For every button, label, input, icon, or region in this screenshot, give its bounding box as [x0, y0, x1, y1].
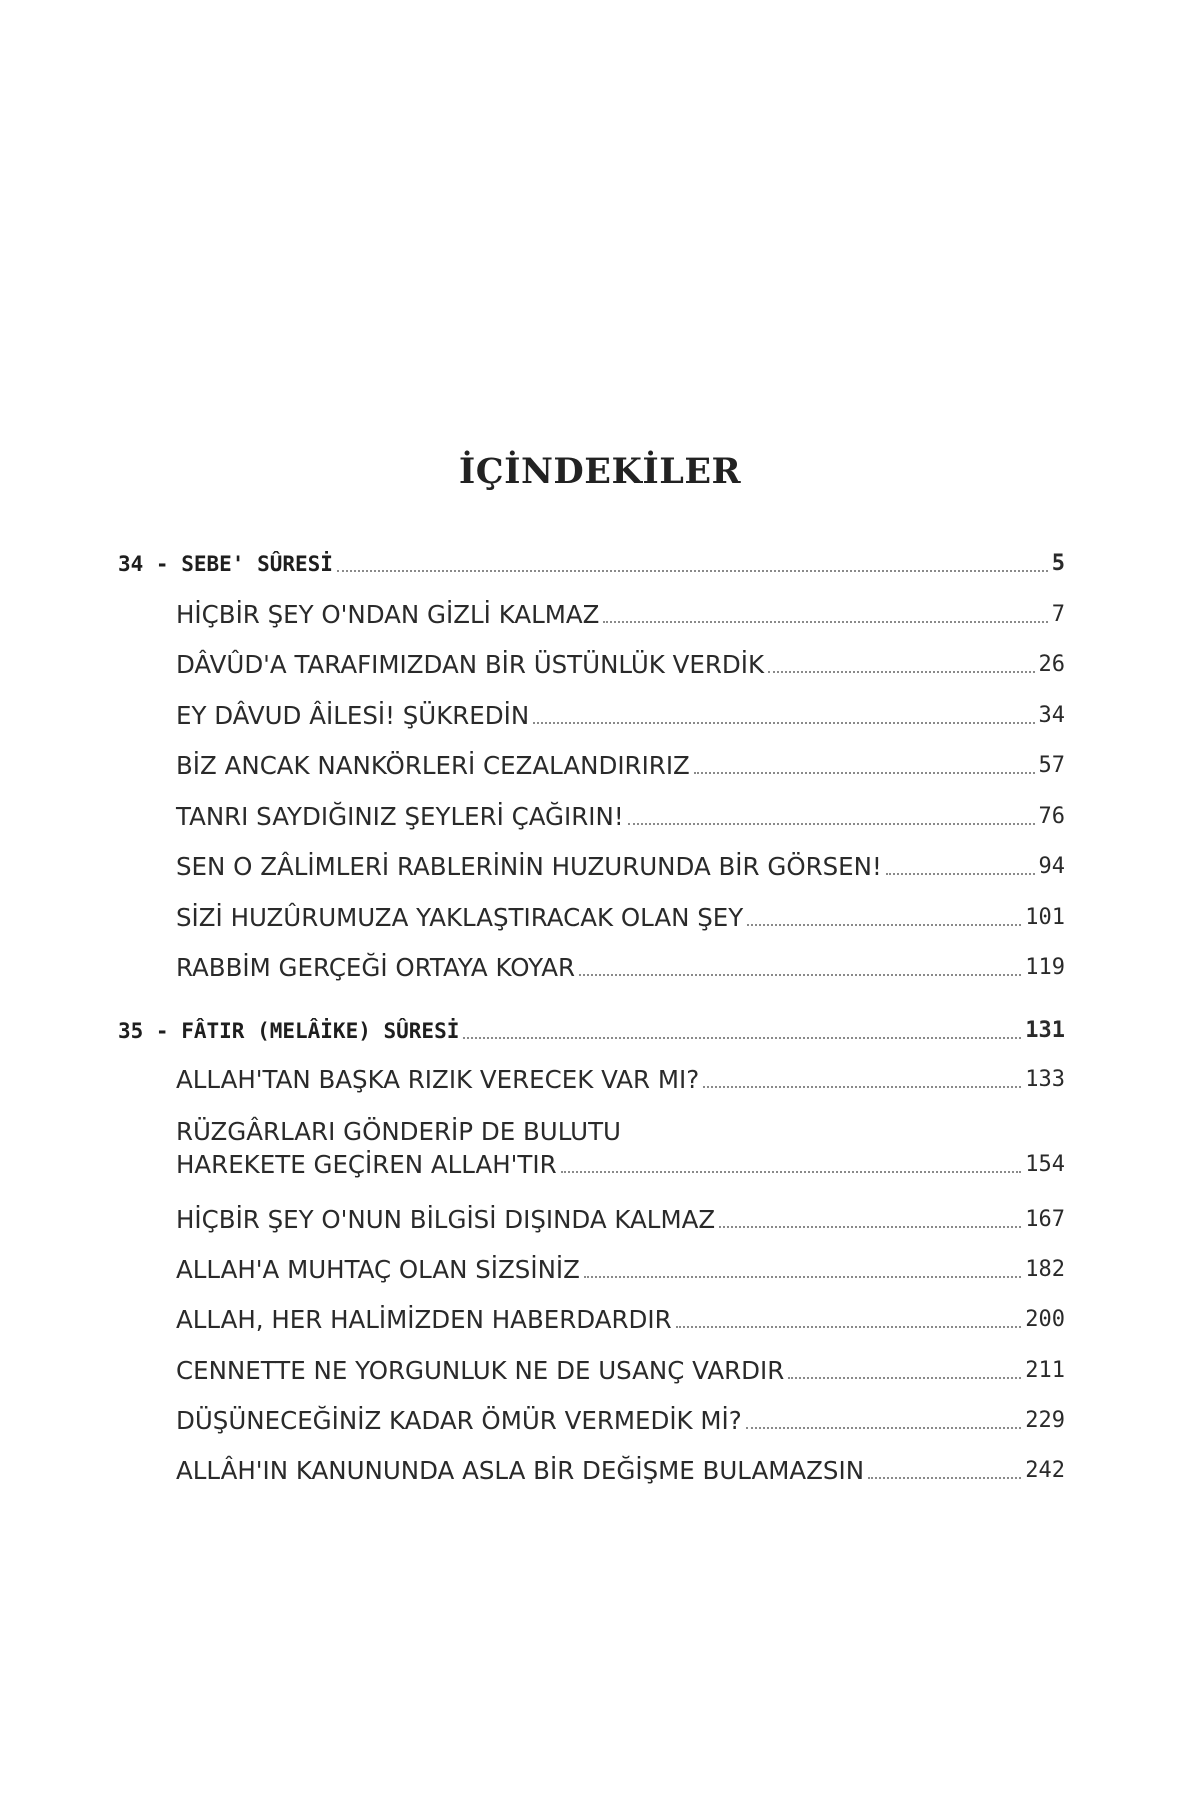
- page-number: 211: [1025, 1358, 1065, 1383]
- page-number: 5: [1051, 551, 1065, 576]
- entry-title: CENNETTE NE YORGUNLUK NE DE USANÇ VARDIR: [176, 1356, 785, 1385]
- entry-title: ALLAH'A MUHTAÇ OLAN SİZSİNİZ: [176, 1255, 580, 1284]
- entry-title: RABBİM GERÇEĞİ ORTAYA KOYAR: [176, 953, 575, 982]
- dot-leader: [694, 771, 1035, 774]
- toc-section-heading: [118, 549, 1065, 579]
- dot-leader: [719, 1225, 1021, 1228]
- dot-leader: [703, 1085, 1021, 1088]
- page-number: 133: [1025, 1067, 1065, 1092]
- toc-entry: [176, 1356, 1065, 1386]
- entry-title: BİZ ANCAK NANKÖRLERİ CEZALANDIRIRIZ: [176, 751, 690, 780]
- entry-title: DÜŞÜNECEĞİNİZ KADAR ÖMÜR VERMEDİK Mİ?: [176, 1406, 742, 1435]
- toc-entry: [176, 802, 1065, 832]
- dot-leader: [788, 1376, 1021, 1379]
- toc-entry: [176, 903, 1065, 933]
- page-number: 182: [1025, 1257, 1065, 1282]
- toc-entry: [176, 650, 1065, 680]
- entry-title-line-2: HAREKETE GEÇİREN ALLAH'TIR: [176, 1150, 557, 1179]
- dot-leader: [628, 822, 1035, 825]
- entry-title: DÂVÛD'A TARAFIMIZDAN BİR ÜSTÜNLÜK VERDİK: [176, 650, 765, 679]
- entry-title-row: [176, 1150, 1065, 1180]
- page-number: 131: [1025, 1018, 1065, 1043]
- toc-entry: [176, 953, 1065, 983]
- toc-entry: [176, 1406, 1065, 1436]
- toc-entry: [176, 852, 1065, 882]
- toc-entry: [176, 751, 1065, 781]
- dot-leader: [603, 620, 1047, 623]
- page-number: 167: [1025, 1207, 1065, 1232]
- section-title: 34 - SEBE' SÛRESİ: [118, 552, 333, 576]
- dot-leader: [746, 1426, 1021, 1429]
- page-number: 94: [1038, 854, 1065, 879]
- dot-leader: [584, 1275, 1021, 1278]
- entry-title: ALLÂH'IN KANUNUNDA ASLA BİR DEĞİŞME BULAMAZSIN: [176, 1456, 865, 1485]
- entry-title: ALLAH, HER HALİMİZDEN HABERDARDIR: [176, 1305, 672, 1334]
- dot-leader: [533, 721, 1034, 724]
- dot-leader: [579, 973, 1021, 976]
- section-title: 35 - FÂTIR (MELÂİKE) SÛRESİ: [118, 1019, 460, 1043]
- page-number: 26: [1038, 652, 1065, 677]
- page-number: 119: [1025, 955, 1065, 980]
- entry-title: SEN O ZÂLİMLERİ RABLERİNİN HUZURUNDA BİR GÖRSEN!: [176, 852, 882, 881]
- toc-entry: [176, 600, 1065, 630]
- dot-leader: [768, 670, 1034, 673]
- page-number: 154: [1025, 1152, 1065, 1177]
- entry-title-line-1: RÜZGÂRLARI GÖNDERİP DE BULUTU: [176, 1117, 621, 1146]
- entry-title: HİÇBİR ŞEY O'NDAN GİZLİ KALMAZ: [176, 600, 600, 629]
- toc-entry: [176, 1255, 1065, 1285]
- dot-leader: [337, 569, 1048, 572]
- dot-leader: [886, 872, 1035, 875]
- entry-title: SİZİ HUZÛRUMUZA YAKLAŞTIRACAK OLAN ŞEY: [176, 903, 744, 932]
- table-of-contents: [118, 0, 1065, 1800]
- page-number: 200: [1025, 1307, 1065, 1332]
- toc-entry: [176, 1114, 1065, 1180]
- dot-leader: [868, 1476, 1021, 1479]
- toc-section-heading: [118, 1016, 1065, 1046]
- dot-leader: [676, 1325, 1022, 1328]
- dot-leader: [463, 1036, 1021, 1039]
- entry-title: TANRI SAYDIĞINIZ ŞEYLERİ ÇAĞIRIN!: [176, 802, 624, 831]
- toc-entry: [176, 701, 1065, 731]
- entry-title: ALLAH'TAN BAŞKA RIZIK VERECEK VAR MI?: [176, 1065, 700, 1094]
- dot-leader: [747, 923, 1021, 926]
- page-number: 101: [1025, 905, 1065, 930]
- toc-entry: [176, 1205, 1065, 1235]
- toc-entry: [176, 1065, 1065, 1095]
- page-number: 76: [1038, 804, 1065, 829]
- toc-entry: [176, 1305, 1065, 1335]
- entry-title: EY DÂVUD ÂİLESİ! ŞÜKREDİN: [176, 701, 530, 730]
- page-number: 57: [1038, 753, 1065, 778]
- page-number: 229: [1025, 1408, 1065, 1433]
- dot-leader: [561, 1170, 1022, 1173]
- toc-entry: [176, 1456, 1065, 1486]
- page-number: 7: [1051, 602, 1065, 627]
- page-title: İÇİNDEKİLER: [458, 451, 742, 492]
- page-number: 34: [1038, 703, 1065, 728]
- page-number: 242: [1025, 1458, 1065, 1483]
- entry-title: HİÇBİR ŞEY O'NUN BİLGİSİ DIŞINDA KALMAZ: [176, 1205, 716, 1234]
